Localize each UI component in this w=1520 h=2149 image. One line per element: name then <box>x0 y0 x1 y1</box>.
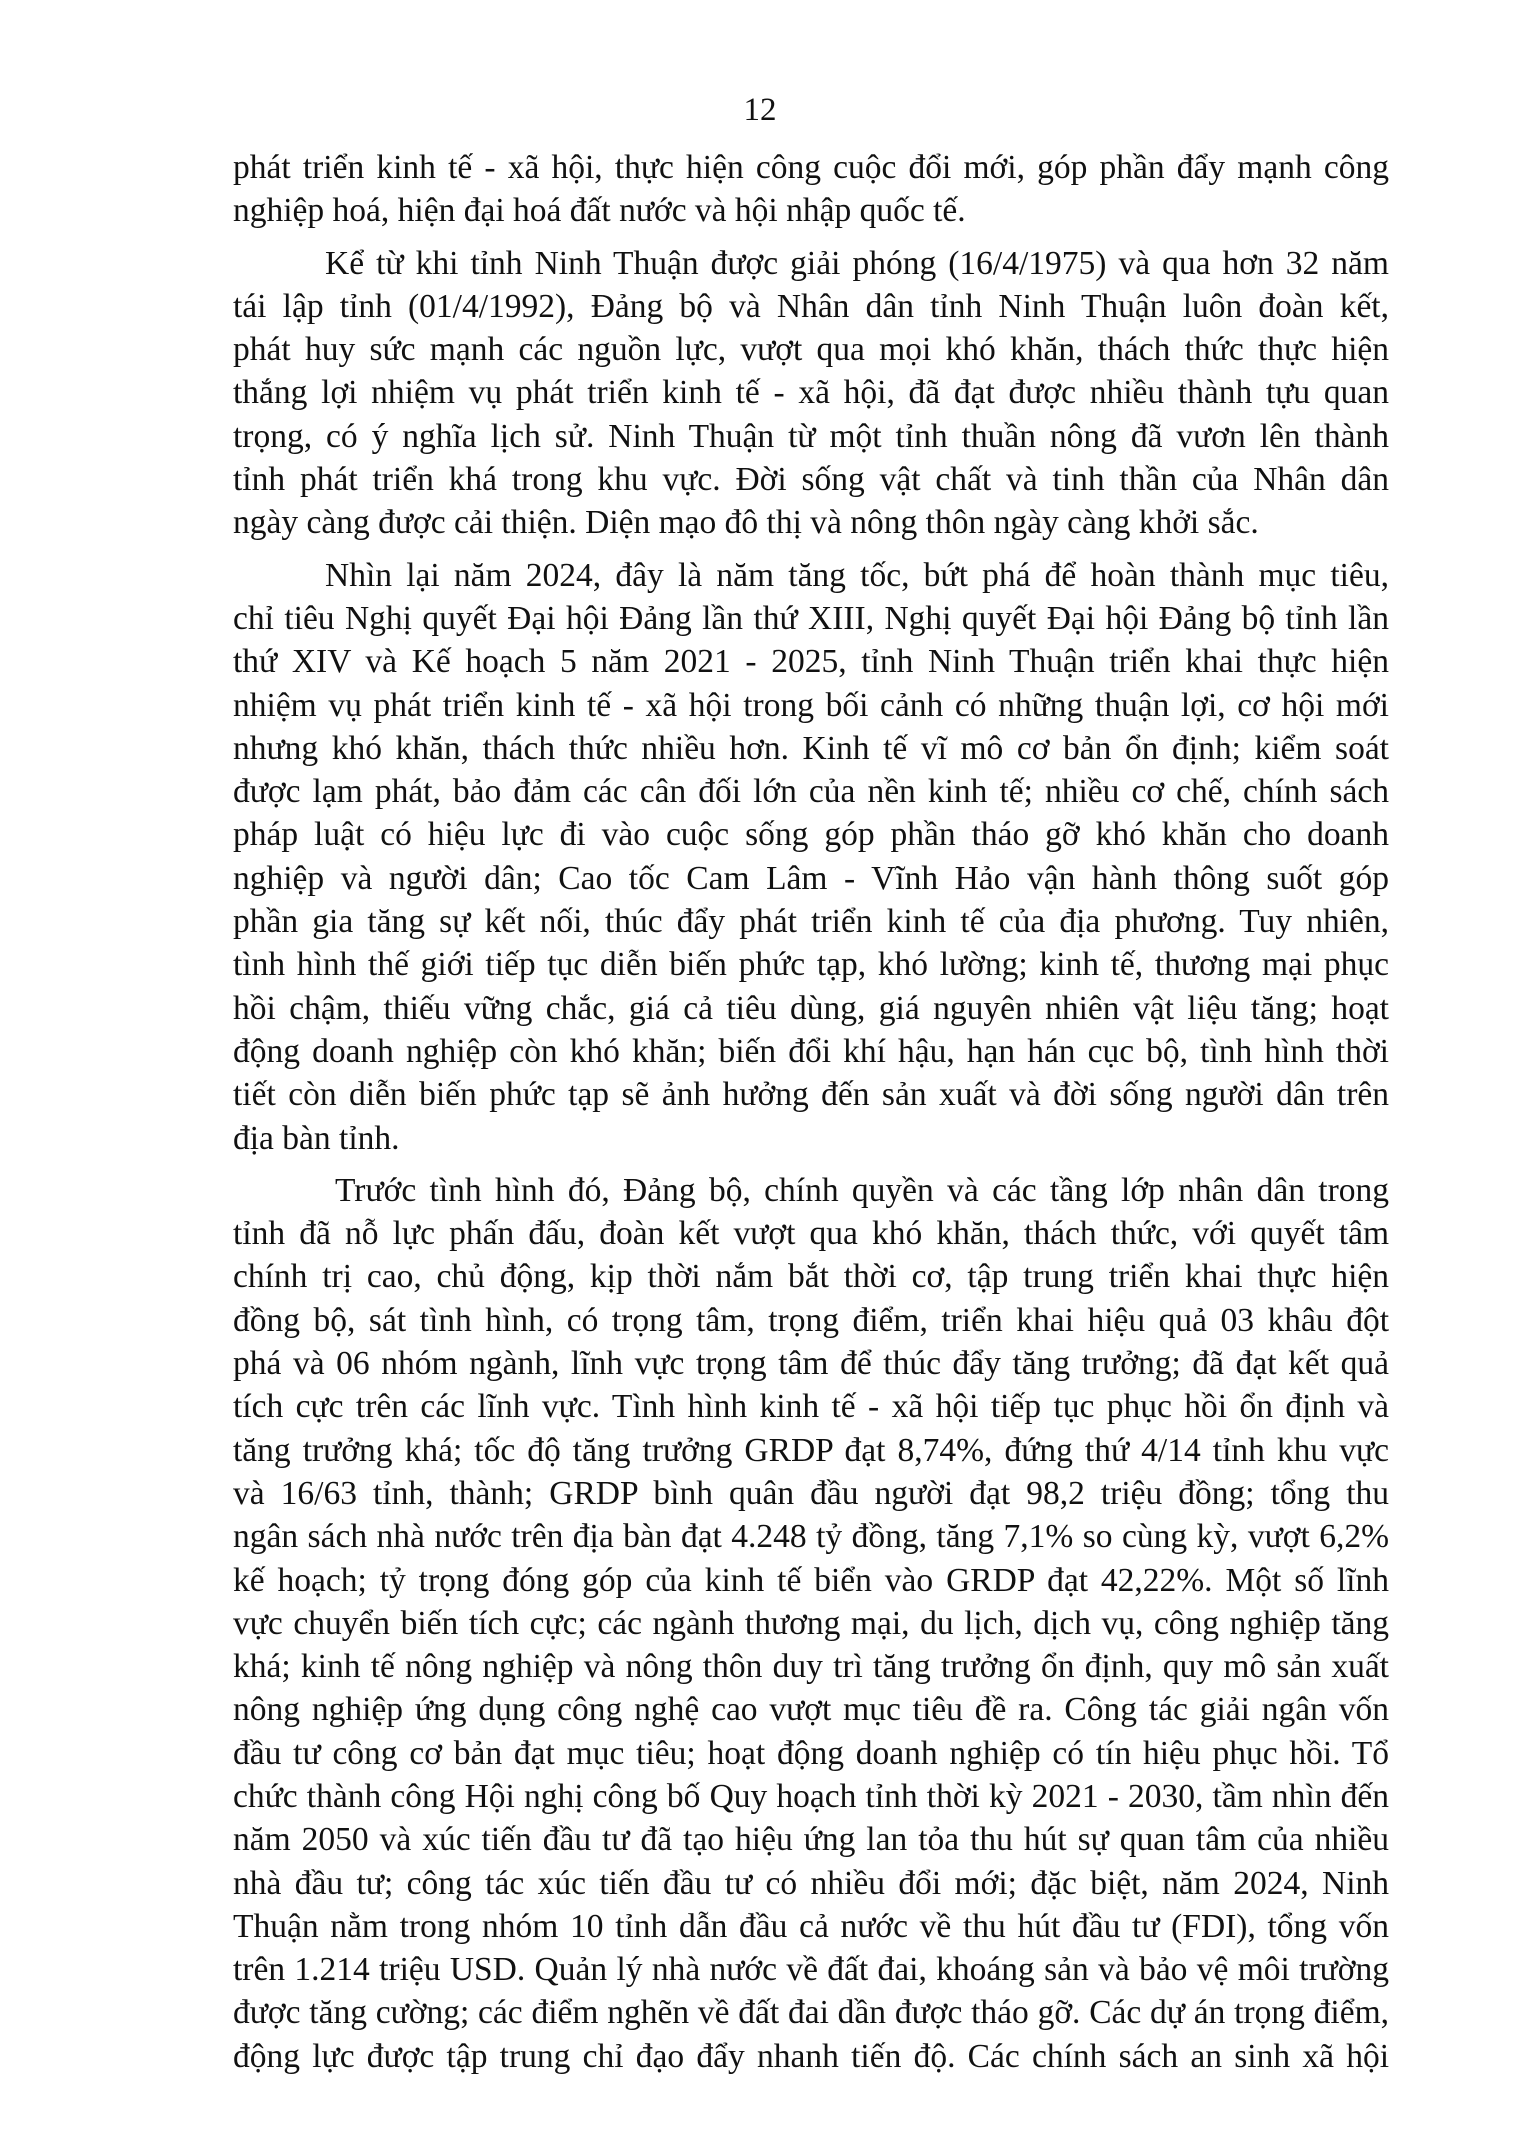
document-body <box>233 146 1389 2087</box>
text-line: trên 1.214 triệu USD. Quản lý nhà nước về đất đai, khoáng sản và bảo vệ môi trường <box>233 1951 1389 1989</box>
text-line: phát triển kinh tế - xã hội, thực hiện công cuộc đổi mới, góp phần đẩy mạnh công <box>233 149 1389 186</box>
text-line: được lạm phát, bảo đảm các cân đối lớn của nền kinh tế; nhiều cơ chế, chính sách <box>233 773 1389 811</box>
text-line: năm 2050 và xúc tiến đầu tư đã tạo hiệu ứng lan tỏa thu hút sự quan tâm của nhiều <box>233 1821 1389 1859</box>
text-line: chức thành công Hội nghị công bố Quy hoạch tỉnh thời kỳ 2021 - 2030, tầm nhìn đến <box>233 1777 1389 1815</box>
text-line: khá; kinh tế nông nghiệp và nông thôn duy trì tăng trưởng ổn định, quy mô sản xuất <box>233 1648 1389 1686</box>
text-line: Nhìn lại năm 2024, đây là năm tăng tốc, bứt phá để hoàn thành mục tiêu, <box>325 556 1389 594</box>
text-line: vực chuyển biến tích cực; các ngành thương mại, du lịch, dịch vụ, công nghiệp tăng <box>233 1604 1389 1642</box>
paragraph-3 <box>233 554 1389 1160</box>
text-line: động lực được tập trung chỉ đạo đẩy nhanh tiến độ. Các chính sách an sinh xã hội <box>233 2037 1389 2075</box>
text-line: nghiệp hoá, hiện đại hoá đất nước và hội nhập quốc tế. <box>233 192 966 230</box>
text-line: động doanh nghiệp còn khó khăn; biến đổi khí hậu, hạn hán cục bộ, tình hình thời <box>233 1032 1389 1070</box>
text-line: pháp luật có hiệu lực đi vào cuộc sống góp phần tháo gỡ khó khăn cho doanh <box>233 816 1389 854</box>
text-line: tỉnh đã nỗ lực phấn đấu, đoàn kết vượt qua khó khăn, thách thức, với quyết tâm <box>233 1215 1389 1253</box>
text-line: thứ XIV và Kế hoạch 5 năm 2021 - 2025, tỉnh Ninh Thuận triển khai thực hiện <box>233 643 1389 681</box>
text-line: nhà đầu tư; công tác xúc tiến đầu tư có nhiều đổi mới; đặc biệt, năm 2024, Ninh <box>233 1864 1389 1902</box>
text-line: trọng, có ý nghĩa lịch sử. Ninh Thuận từ một tỉnh thuần nông đã vươn lên thành <box>233 417 1389 455</box>
text-line: phát huy sức mạnh các nguồn lực, vượt qua mọi khó khăn, thách thức thực hiện <box>233 331 1389 369</box>
text-line: hồi chậm, thiếu vững chắc, giá cả tiêu dùng, giá nguyên nhiên vật liệu tăng; hoạt <box>233 989 1389 1027</box>
text-line: Kể từ khi tỉnh Ninh Thuận được giải phóng (16/4/1975) và qua hơn 32 năm <box>325 244 1389 282</box>
text-line: nhưng khó khăn, thách thức nhiều hơn. Kinh tế vĩ mô cơ bản ổn định; kiểm soát <box>233 729 1389 767</box>
paragraph-2 <box>233 242 1389 545</box>
text-line: tiết còn diễn biến phức tạp sẽ ảnh hưởng đến sản xuất và đời sống người dân trên <box>233 1076 1389 1114</box>
text-line: nhiệm vụ phát triển kinh tế - xã hội trong bối cảnh có những thuận lợi, cơ hội mới <box>233 686 1389 724</box>
text-line: tái lập tỉnh (01/4/1992), Đảng bộ và Nhân dân tỉnh Ninh Thuận luôn đoàn kết, <box>233 287 1389 325</box>
text-line: kế hoạch; tỷ trọng đóng góp của kinh tế biển vào GRDP đạt 42,22%. Một số lĩnh <box>233 1561 1389 1599</box>
text-line: Thuận nằm trong nhóm 10 tỉnh dẫn đầu cả nước về thu hút đầu tư (FDI), tổng vốn <box>233 1907 1389 1945</box>
text-line: đầu tư công cơ bản đạt mục tiêu; hoạt động doanh nghiệp có tín hiệu phục hồi. Tổ <box>233 1734 1389 1772</box>
text-line: ngày càng được cải thiện. Diện mạo đô thị và nông thôn ngày càng khởi sắc. <box>233 504 1259 542</box>
text-line: tích cực trên các lĩnh vực. Tình hình kinh tế - xã hội tiếp tục phục hồi ổn định và <box>233 1388 1389 1426</box>
paragraph-4 <box>233 1169 1389 2078</box>
text-line: và 16/63 tỉnh, thành; GRDP bình quân đầu người đạt 98,2 triệu đồng; tổng thu <box>233 1474 1389 1512</box>
text-line: đồng bộ, sát tình hình, có trọng tâm, trọng điểm, triển khai hiệu quả 03 khâu đột <box>233 1301 1389 1339</box>
text-line: thắng lợi nhiệm vụ phát triển kinh tế - xã hội, đã đạt được nhiều thành tựu quan <box>233 374 1389 412</box>
paragraph-1 <box>233 146 1389 233</box>
text-line: địa bàn tỉnh. <box>233 1119 400 1157</box>
text-line: tình hình thế giới tiếp tục diễn biến phức tạp, khó lường; kinh tế, thương mại phục <box>233 946 1389 984</box>
text-line: nông nghiệp ứng dụng công nghệ cao vượt mục tiêu đề ra. Công tác giải ngân vốn <box>233 1691 1389 1729</box>
page-number: 12 <box>743 92 777 128</box>
text-line: tỉnh phát triển khá trong khu vực. Đời sống vật chất và tinh thần của Nhân dân <box>233 461 1389 499</box>
text-line: phần gia tăng sự kết nối, thúc đẩy phát triển kinh tế của địa phương. Tuy nhiên, <box>233 903 1389 941</box>
text-line: phá và 06 nhóm ngành, lĩnh vực trọng tâm để thúc đẩy tăng trưởng; đã đạt kết quả <box>233 1345 1389 1383</box>
text-line: chỉ tiêu Nghị quyết Đại hội Đảng lần thứ XIII, Nghị quyết Đại hội Đảng bộ tỉnh lần <box>233 599 1389 637</box>
text-line: ngân sách nhà nước trên địa bàn đạt 4.248 tỷ đồng, tăng 7,1% so cùng kỳ, vượt 6,2% <box>233 1518 1389 1556</box>
text-line: chính trị cao, chủ động, kịp thời nắm bắt thời cơ, tập trung triển khai thực hiện <box>233 1258 1389 1296</box>
text-line: nghiệp và người dân; Cao tốc Cam Lâm - Vĩnh Hảo vận hành thông suốt góp <box>233 859 1389 897</box>
text-line: tăng trưởng khá; tốc độ tăng trưởng GRDP đạt 8,74%, đứng thứ 4/14 tỉnh khu vực <box>233 1431 1389 1469</box>
text-line: được tăng cường; các điểm nghẽn về đất đai dần được tháo gỡ. Các dự án trọng điểm, <box>233 1994 1389 2032</box>
text-line: Trước tình hình đó, Đảng bộ, chính quyền và các tầng lớp nhân dân trong <box>335 1171 1389 1209</box>
